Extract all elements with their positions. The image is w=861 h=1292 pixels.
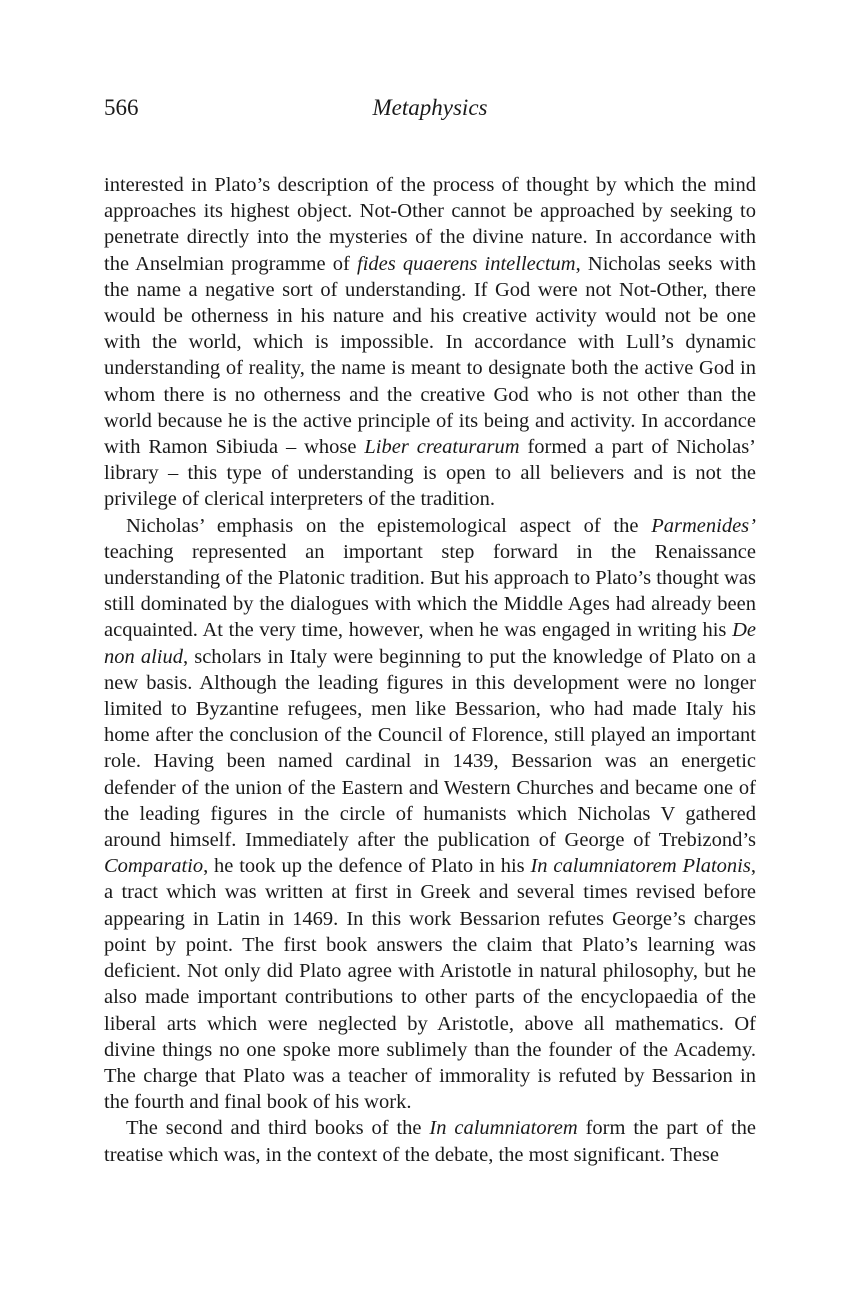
text-segment: , he took up the defence of Plato in his: [203, 855, 531, 878]
text-segment: , Nicholas seeks with the name a negative sort of understanding. If God were not Not-Other, there would be otherness in his nature and his creative activity would not be one with the world, which is impossible. In accordance with Lull’s dynamic understanding of reality, the name is meant to designate both the active God in whom there is no otherness and the creative God who is not other than the world because he is the active principle of its being and activity. In accordance with Ramon Sibiuda – whose: [104, 252, 756, 459]
text-segment: , scholars in Italy were beginning to put the knowledge of Plato on a new basis. Although the leading figures in this development were no longer limited to Byzantine refugees, men like Bessarion, who had made Italy his home after the conclusion of the Council of Florence, still played an important role. Having been named cardinal in 1439, Bessarion was an energetic defender of the union of the Eastern and Western Churches and became one of the leading figures in the circle of humanists which Nicholas V gathered around himself. Immediately after the publication of George of Trebizond’s: [104, 645, 756, 852]
running-head: [104, 92, 756, 124]
text-segment: interested in Plato’s description of the process of thought by which the mind approaches its highest object. Not-Other cannot be approached by seeking to penetrate directly into the mysteries of the divine nature. In accordance with the Anselmian programme of: [104, 174, 756, 275]
paragraph-1: [104, 172, 756, 513]
italic-text-segment: Comparatio: [104, 855, 204, 878]
text-segment: teaching represented an important step forward in the Renaissance understanding of the Platonic tradition. But his approach to Plato’s thought was still dominated by the dialogues with which the Middle Ages had already been acquainted. At the very time, however, when he was engaged in writing his: [104, 540, 756, 642]
italic-text-segment: fides quaerens intellectum: [357, 252, 576, 275]
italic-text-segment: Liber creaturarum: [364, 436, 520, 459]
paragraph-2: [104, 513, 756, 1116]
text-segment: Nicholas’ emphasis on the epistemological aspect of the: [126, 514, 652, 537]
text-segment: formed a part of Nicholas’ library – this type of understanding is open to all believers and is not the privilege of clerical interpreters of the tradition.: [104, 436, 756, 511]
paragraph-3: [104, 1115, 756, 1167]
text-segment: The second and third books of the: [126, 1117, 430, 1140]
page-number: 566: [104, 95, 139, 120]
text-segment: form the part of the treatise which was, in the context of the debate, the most significant. These: [104, 1117, 757, 1166]
italic-text-segment: De non aliud: [104, 619, 756, 668]
running-title: Metaphysics: [372, 95, 488, 120]
body-text: [104, 172, 756, 1168]
italic-text-segment: Parmenides’: [651, 514, 756, 537]
italic-text-segment: In calumniatorem: [429, 1117, 578, 1140]
text-segment: , a tract which was written at first in Greek and several times revised before appearing in Latin in 1469. In this work Bessarion refutes George’s charges point by point. The first book answers the claim that Plato’s learning was deficient. Not only did Plato agree with Aristotle in natural philosophy, but he also made important contributions to other parts of the encyclopaedia of the liberal arts which were neglected by Aristotle, above all mathematics. Of divine things no one spoke more sublimely than the founder of the Academy. The charge that Plato was a teacher of immorality is refuted by Bessarion in the fourth and final book of his work.: [104, 855, 756, 1114]
italic-text-segment: In calumniatorem Platonis: [530, 855, 751, 878]
